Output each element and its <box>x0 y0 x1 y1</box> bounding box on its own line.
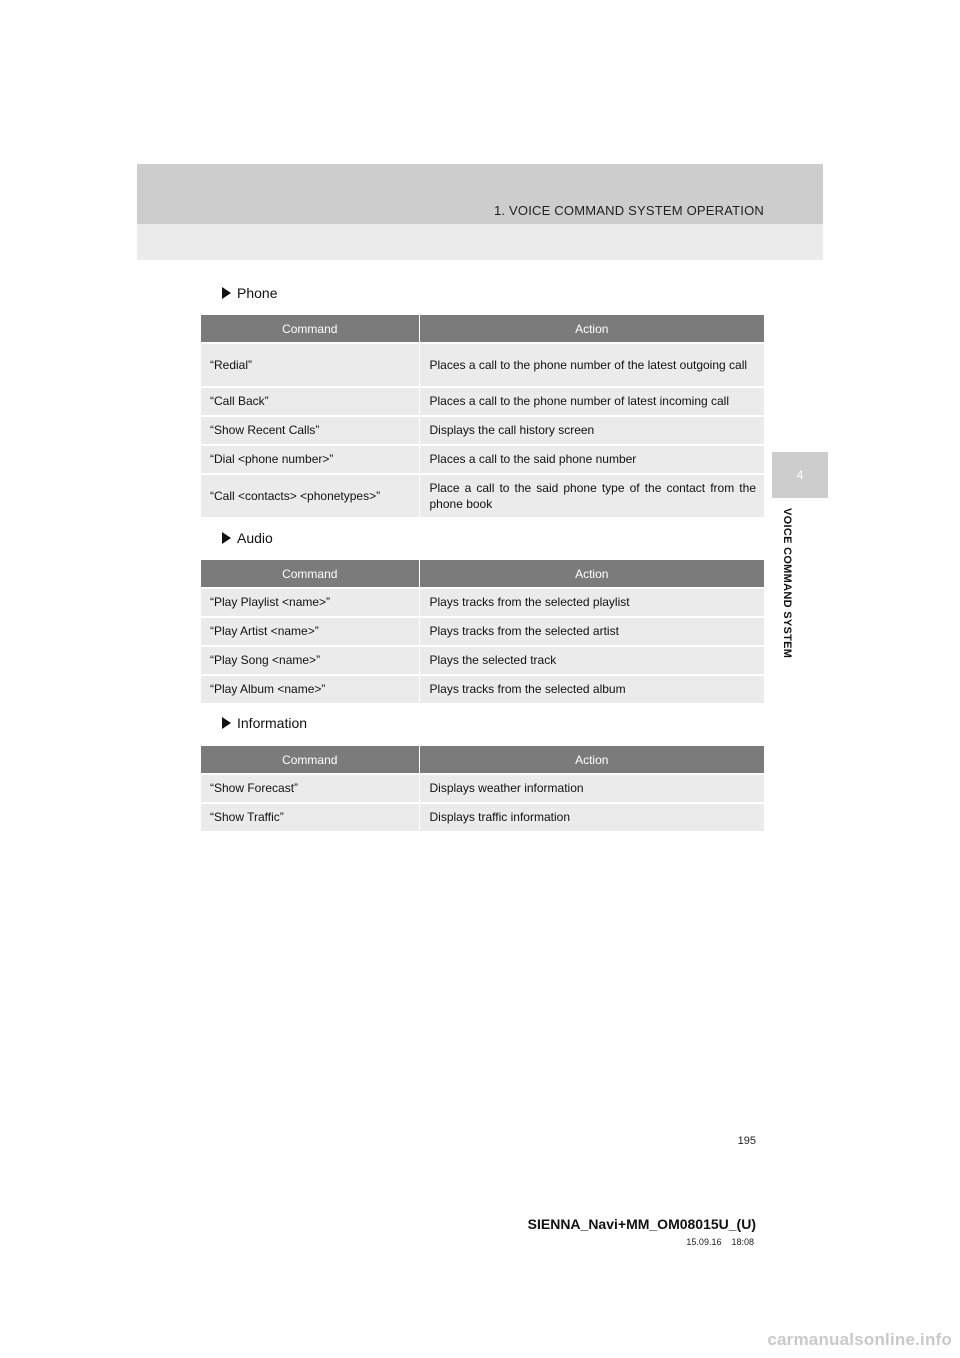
phone-commands-table <box>201 315 764 517</box>
action-cell: Plays tracks from the selected playlist <box>419 588 764 617</box>
triangle-right-icon <box>222 287 231 299</box>
chapter-side-label: VOICE COMMAND SYSTEM <box>781 508 793 659</box>
table-row <box>201 774 764 803</box>
command-cell: “Call Back” <box>201 387 419 416</box>
table-header-row <box>201 746 764 774</box>
action-cell: Displays the call history screen <box>419 416 764 445</box>
table-row <box>201 474 764 517</box>
chapter-tab: 4 <box>772 452 828 498</box>
table-header-row <box>201 315 764 343</box>
information-commands-table <box>201 746 764 831</box>
command-cell: “Play Artist <name>” <box>201 617 419 646</box>
command-cell: “Play Playlist <name>” <box>201 588 419 617</box>
document-time: 18:08 <box>731 1237 754 1247</box>
action-cell: Places a call to the phone number of the latest outgoing call <box>419 343 764 387</box>
audio-commands-table <box>201 560 764 703</box>
command-cell: “Play Song <name>” <box>201 646 419 675</box>
action-cell: Place a call to the said phone type of the contact from the phone book <box>419 474 764 517</box>
table-row <box>201 445 764 474</box>
triangle-right-icon <box>222 532 231 544</box>
section-heading-phone <box>222 285 277 301</box>
section-heading-information <box>222 715 307 731</box>
page-number: 195 <box>737 1135 756 1147</box>
table-row <box>201 646 764 675</box>
table-row <box>201 416 764 445</box>
table-row <box>201 588 764 617</box>
section-heading-label: Phone <box>237 285 278 301</box>
action-cell: Plays tracks from the selected artist <box>419 617 764 646</box>
column-header-command: Command <box>201 560 419 588</box>
command-cell: “Show Recent Calls” <box>201 416 419 445</box>
action-cell: Places a call to the said phone number <box>419 445 764 474</box>
triangle-right-icon <box>222 717 231 729</box>
action-cell: Plays the selected track <box>419 646 764 675</box>
section-heading-audio <box>222 530 273 546</box>
command-cell: “Play Album <name>” <box>201 675 419 703</box>
command-cell: “Dial <phone number>” <box>201 445 419 474</box>
section-heading-label: Information <box>237 715 308 731</box>
header-band <box>137 164 823 260</box>
page-header-title: 1. VOICE COMMAND SYSTEM OPERATION <box>493 203 764 218</box>
column-header-command: Command <box>201 315 419 343</box>
table-row <box>201 675 764 703</box>
table-row <box>201 803 764 831</box>
column-header-command: Command <box>201 746 419 774</box>
command-cell: “Call <contacts> <phonetypes>” <box>201 474 419 517</box>
watermark: carmanualsonline.info <box>767 1330 952 1349</box>
command-cell: “Show Forecast” <box>201 774 419 803</box>
action-cell: Displays traffic information <box>419 803 764 831</box>
section-heading-label: Audio <box>237 530 273 546</box>
document-date: 15.09.16 <box>686 1237 722 1247</box>
action-cell: Plays tracks from the selected album <box>419 675 764 703</box>
column-header-action: Action <box>419 746 764 774</box>
command-cell: “Show Traffic” <box>201 803 419 831</box>
table-row <box>201 343 764 387</box>
action-cell: Displays weather information <box>419 774 764 803</box>
column-header-action: Action <box>419 560 764 588</box>
table-row <box>201 617 764 646</box>
table-row <box>201 387 764 416</box>
table-header-row <box>201 560 764 588</box>
header-bar <box>137 164 823 224</box>
action-cell: Places a call to the phone number of latest incoming call <box>419 387 764 416</box>
command-cell: “Redial” <box>201 343 419 387</box>
document-id: SIENNA_Navi+MM_OM08015U_(U) <box>527 1216 756 1232</box>
document-timestamp <box>686 1237 754 1247</box>
column-header-action: Action <box>419 315 764 343</box>
